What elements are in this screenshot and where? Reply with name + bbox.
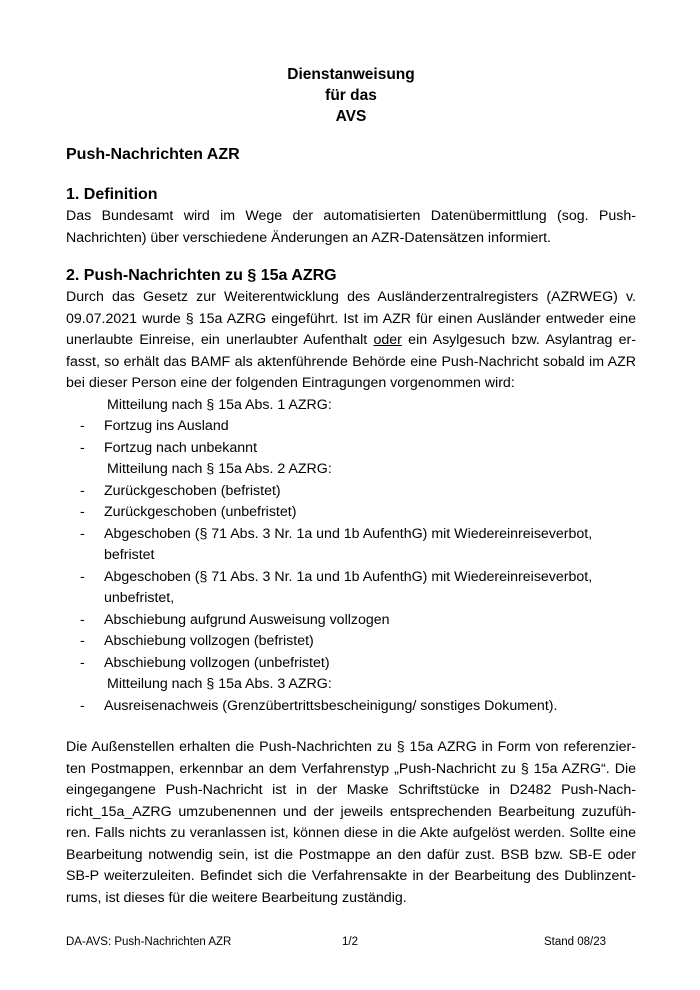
- list-item: - Zurückgeschoben (befristet): [80, 482, 281, 499]
- list-item: - Abgeschoben (§ 71 Abs. 3 Nr. 1a und 1b AufenthG) mit Wiedereinreiseverbot, unbefristet,: [80, 568, 593, 606]
- intro-text-before: Durch das Gesetz zur Weiterentwicklung des Ausländerzentralregisters (AZRWEG) v. 09.07.2021 wurde § 15a AZRG eingeführt. Ist im AZR für einen Ausländer entweder eine unerlaubte Einreise, ein unerlaubter Aufenthalt: [66, 289, 636, 348]
- intro-text-after: ein Asylgesuch bzw. Asylantrag erfasst, so erhält das BAMF als aktenführende Behörde eine Push-Nachricht sobald im AZR bei dieser Person eine der folgenden Eintragungen vorgenommen wird:: [66, 332, 636, 391]
- section-2-heading: 2. Push-Nachrichten zu § 15a AZRG: [66, 267, 337, 284]
- footer-document-name: DA-AVS: Push-Nachrichten AZR: [66, 936, 232, 948]
- list-item: - Abschiebung aufgrund Ausweisung vollzogen: [80, 611, 390, 628]
- section-1-heading: 1. Definition: [66, 186, 158, 203]
- list-item: - Abgeschoben (§ 71 Abs. 3 Nr. 1a und 1b AufenthG) mit Wiedereinreiseverbot, befristet: [80, 525, 593, 563]
- intro-text-underlined: oder: [373, 332, 402, 348]
- list-item: - Fortzug ins Ausland: [80, 418, 229, 434]
- section-push-15a: [66, 265, 636, 717]
- closing-paragraph: Die Außenstellen erhalten die Push-Nachrichten zu § 15a AZRG in Form von referenzierten Postmappen, erkennbar an dem Verfahrenstyp „Push-Nachricht zu § 15a AZRG“. Die eingegangene Push-Nachricht ist in der Maske Schriftstücke in D2482 Push-Nachricht_15a_AZRG umzubenennen und der jeweils entsprechenden Bearbeitung zuzuführen. Falls nichts zu veranlassen ist, können diese in die Akte aufgelöst werden. Sollte eine Bearbeitung notwendig sein, ist die Postmappe an den dafür zust. BSB bzw. SB-E oder SB-P weiterzuleiten. Befindet sich die Verfahrensakte in der Bearbeitung des Dublinzentrums, ist dieses für die weitere Bearbeitung zuständig.: [66, 739, 636, 906]
- document-title: [66, 64, 636, 127]
- notification-list: [66, 395, 636, 718]
- list-item: - Ausreisenachweis (Grenzübertrittsbescheinigung/ sonstiges Dokument).: [80, 697, 558, 714]
- section-2-intro: [66, 287, 636, 395]
- group-1-heading: Mitteilung nach § 15a Abs. 1 AZRG:: [107, 396, 332, 413]
- closing-paragraph-block: [66, 737, 636, 909]
- footer-version: Stand 08/23: [543, 936, 606, 948]
- list-item: - Abschiebung vollzogen (unbefristet): [80, 654, 330, 671]
- group-3-heading: Mitteilung nach § 15a Abs. 3 AZRG:: [107, 676, 332, 692]
- list-item: - Zurückgeschoben (unbefristet): [80, 504, 297, 520]
- section-definition: [66, 184, 636, 249]
- group-2-heading: Mitteilung nach § 15a Abs. 2 AZRG:: [107, 461, 332, 477]
- section-1-text: Das Bundesamt wird im Wege der automatisierten Datenübermittlung (sog. Push-Nachrichten) über verschiedene Änderungen an AZR-Datensätzen informiert.: [66, 208, 636, 246]
- list-item: - Fortzug nach unbekannt: [80, 439, 258, 456]
- title-line-1: Dienstanweisung: [287, 66, 415, 83]
- main-heading: Push-Nachrichten AZR: [66, 146, 240, 163]
- title-line-3: AVS: [335, 108, 367, 125]
- footer-page-number: 1/2: [342, 936, 358, 948]
- title-line-2: für das: [325, 87, 377, 104]
- list-item: - Abschiebung vollzogen (befristet): [80, 633, 314, 649]
